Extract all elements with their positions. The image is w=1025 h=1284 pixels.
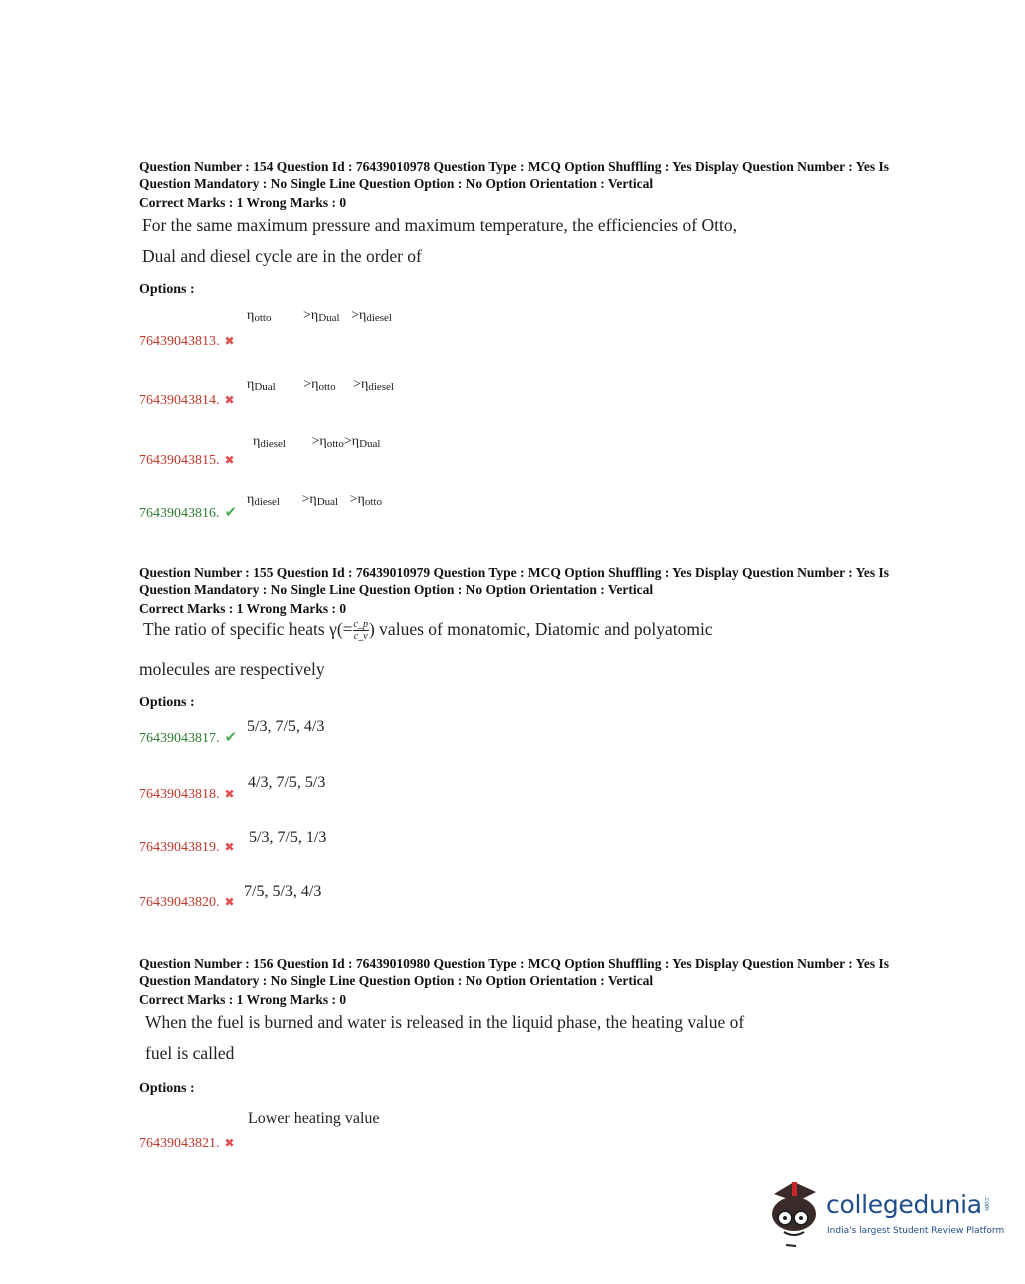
- q154-option-3-id: 76439043815. ✖: [139, 453, 235, 468]
- q154-option-1-id: 76439043813. ✖: [139, 334, 235, 349]
- cross-icon: ✖: [224, 787, 235, 801]
- logo-tagline: India's largest Student Review Platform: [827, 1226, 1005, 1236]
- q155-option-2-id: 76439043818. ✖: [139, 787, 235, 802]
- eta-symbol: η: [357, 492, 365, 507]
- q155-option-4-id: 76439043820. ✖: [139, 895, 235, 910]
- question-155-text-line2: molecules are respectively: [139, 659, 325, 679]
- question-156-meta: Question Number : 156 Question Id : 76439010980 Question Type : MCQ Option Shuffling : Yes Display Question Number : Yes Is Question Mandatory : No Single Line Question Option : No Option Orientation : Vertical: [139, 956, 889, 988]
- q154-option-3-value: $\eta_{diesel} >\eta_{otto}>\eta_{Dual}$: [253, 434, 381, 450]
- eta-symbol: η: [247, 308, 255, 323]
- q156-option-1-value: Lower heating value: [248, 1110, 380, 1127]
- cross-icon: ✖: [224, 840, 235, 854]
- cp-cv-fraction: $\frac{c\_p}{c\_v}$: [353, 619, 368, 643]
- check-icon: ✔: [224, 730, 238, 746]
- q154-option-4-value: $\eta_{diesel} >\eta_{Dual} >\eta_{otto}$: [247, 492, 382, 508]
- eta-symbol: η: [351, 434, 360, 449]
- q155-option-4-value: 7/5, 5/3, 4/3: [244, 883, 322, 900]
- question-155-meta: Question Number : 155 Question Id : 76439010979 Question Type : MCQ Option Shuffling : Yes Display Question Number : Yes Is Question Mandatory : No Single Line Question Option : No Option Orientation : Vertical: [139, 565, 889, 597]
- q154-option-4-id: 76439043816. ✔: [139, 505, 238, 521]
- graduate-mascot-icon: [766, 1180, 826, 1250]
- question-155-options-label: Options :: [139, 695, 195, 710]
- q156-option-1-id: 76439043821. ✖: [139, 1136, 235, 1151]
- q154-option-2-id: 76439043814. ✖: [139, 393, 235, 408]
- logo-wordmark: collegedunia: [826, 1190, 982, 1219]
- eta-symbol: η: [358, 308, 367, 323]
- cross-icon: ✖: [224, 453, 235, 467]
- collegedunia-logo: [766, 1180, 1005, 1250]
- eta-symbol: η: [311, 377, 319, 392]
- q154-option-1-value: $\eta_{otto} >\eta_{Dual} >\eta_{diesel}$: [247, 308, 392, 324]
- eta-symbol: η: [309, 492, 317, 507]
- q155-option-3-id: 76439043819. ✖: [139, 840, 235, 855]
- cross-icon: ✖: [224, 895, 235, 909]
- question-154-text-line1: For the same maximum pressure and maximum temperature, the efficiencies of Otto,: [142, 215, 737, 235]
- eta-symbol: η: [310, 308, 319, 323]
- logo-com: .com: [983, 1196, 990, 1211]
- question-154-marks: Correct Marks : 1 Wrong Marks : 0: [139, 195, 347, 210]
- q155-option-3-value: 5/3, 7/5, 1/3: [249, 829, 327, 846]
- question-154-meta: Question Number : 154 Question Id : 76439010978 Question Type : MCQ Option Shuffling : Yes Display Question Number : Yes Is Question Mandatory : No Single Line Question Option : No Option Orientation : Vertical: [139, 159, 889, 191]
- eta-symbol: η: [247, 377, 255, 392]
- cross-icon: ✖: [224, 334, 235, 348]
- question-156-text-line1: When the fuel is burned and water is released in the liquid phase, the heating value of: [145, 1012, 745, 1032]
- eta-symbol: η: [360, 377, 369, 392]
- q155-option-1-value: 5/3, 7/5, 4/3: [247, 718, 325, 735]
- check-icon: ✔: [224, 505, 238, 521]
- question-155-marks: Correct Marks : 1 Wrong Marks : 0: [139, 601, 347, 616]
- q154-option-2-value: $\eta_{Dual} >\eta_{otto} >\eta_{diesel}$: [247, 377, 394, 393]
- eta-symbol: η: [247, 492, 255, 507]
- question-156-text-line2: fuel is called: [145, 1043, 235, 1063]
- eta-symbol: η: [319, 434, 327, 449]
- cross-icon: ✖: [224, 393, 235, 407]
- question-156-marks: Correct Marks : 1 Wrong Marks : 0: [139, 992, 347, 1007]
- question-155-text-line1: The ratio of specific heats γ(= $\frac{c\_p}{c\_v}$ ) values of monatomic, Diatomic and polyatomic: [143, 619, 713, 643]
- eta-symbol: η: [253, 434, 261, 449]
- question-154-options-label: Options :: [139, 282, 195, 297]
- question-154-text-line2: Dual and diesel cycle are in the order of: [142, 246, 422, 266]
- question-156-options-label: Options :: [139, 1081, 195, 1096]
- q155-option-2-value: 4/3, 7/5, 5/3: [248, 774, 326, 791]
- q155-option-1-id: 76439043817. ✔: [139, 730, 238, 746]
- cross-icon: ✖: [224, 1136, 235, 1150]
